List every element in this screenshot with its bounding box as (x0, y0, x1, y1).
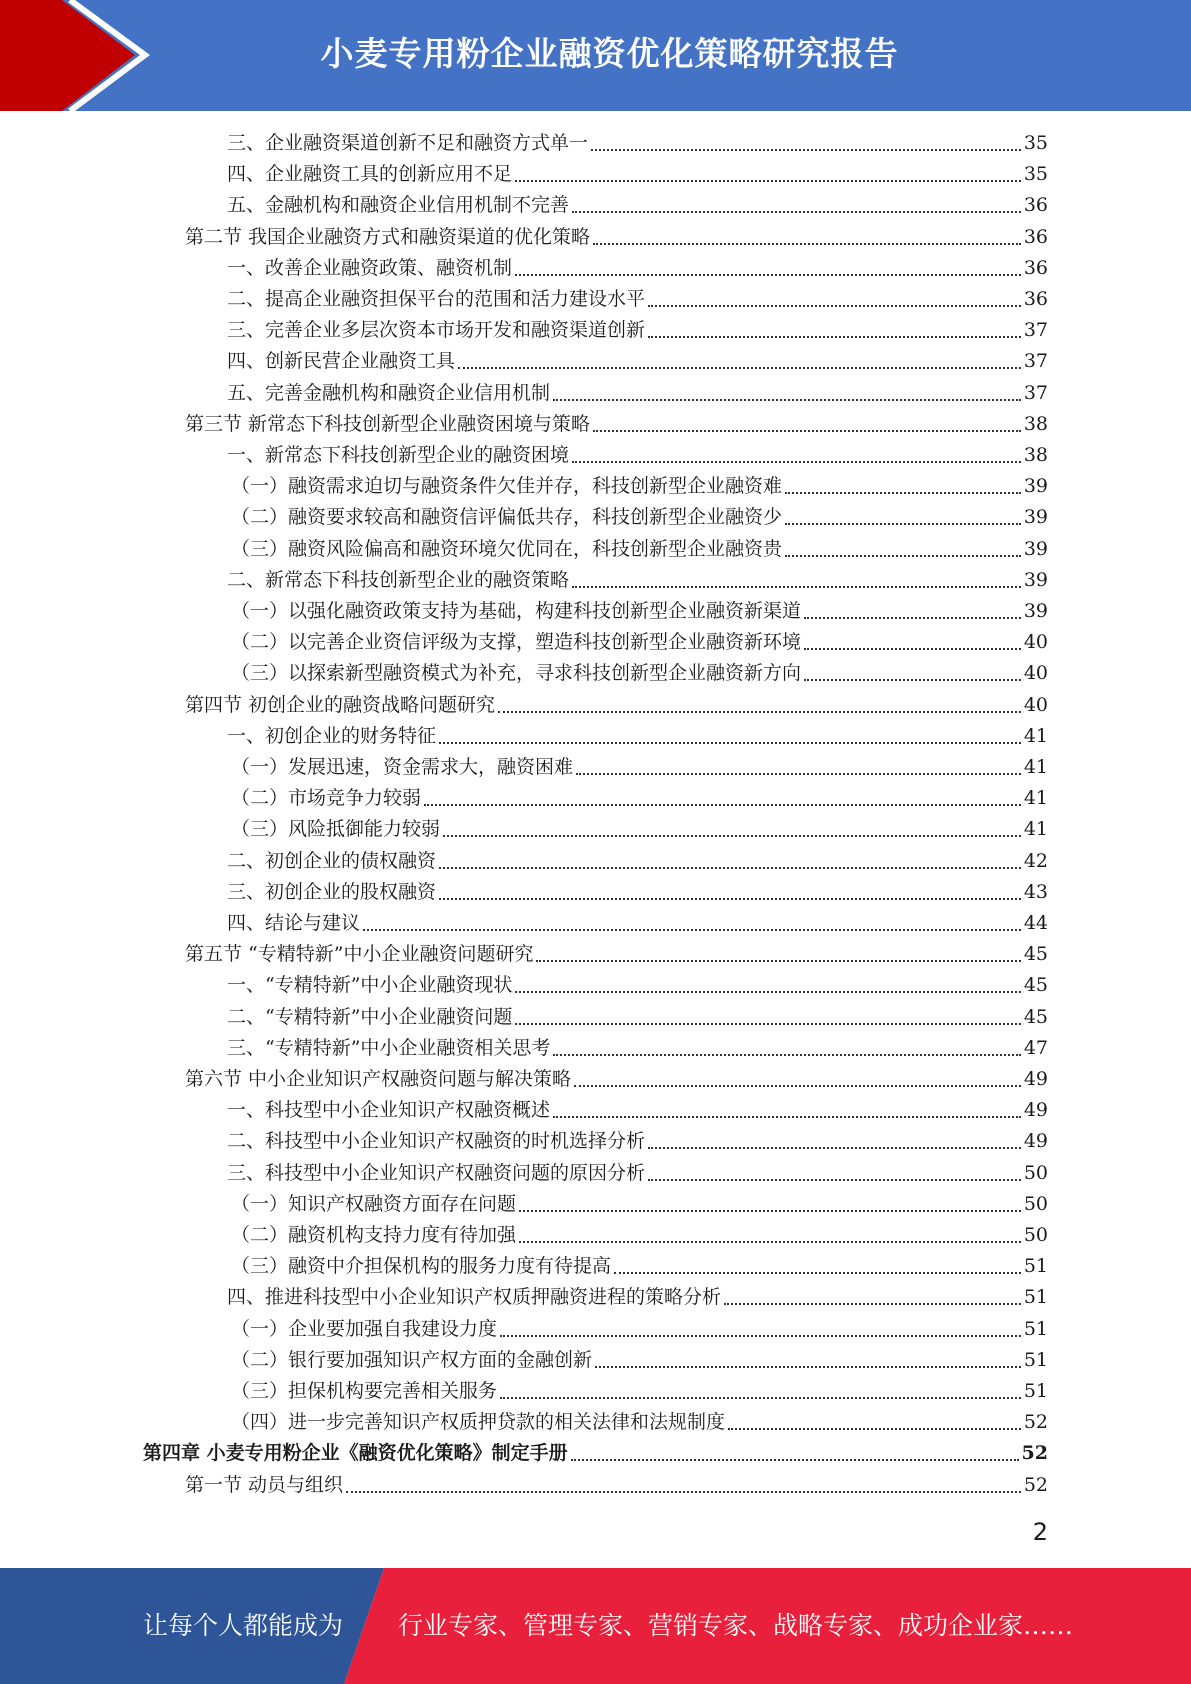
toc-entry-page: 38 (1023, 444, 1048, 466)
toc-dot-leader (574, 1085, 1021, 1087)
toc-dot-leader (804, 617, 1021, 619)
toc-dot-leader (648, 336, 1021, 338)
toc-entry-page: 51 (1023, 1380, 1048, 1402)
toc-entry[interactable] (231, 1251, 1048, 1282)
toc-entry-page: 43 (1023, 880, 1048, 903)
toc-entry-page: 50 (1023, 1192, 1048, 1215)
toc-entry[interactable] (185, 1470, 1048, 1501)
toc-entry[interactable] (227, 846, 1048, 877)
toc-dot-leader (785, 555, 1021, 557)
toc-entry[interactable] (227, 565, 1048, 596)
toc-dot-leader (439, 867, 1021, 869)
toc-entry-page: 47 (1023, 1036, 1048, 1059)
toc-dot-leader (553, 399, 1021, 401)
toc-entry-page: 52 (1023, 1411, 1048, 1434)
footer-slogan-left: 让每个人都能成为 (143, 1611, 344, 1640)
toc-dot-leader (648, 1147, 1021, 1149)
toc-entry[interactable] (227, 1282, 1048, 1313)
page-footer (0, 1568, 1191, 1684)
toc-entry-label: 三、科技型中小企业知识产权融资问题的原因分析 (227, 1161, 646, 1184)
toc-dot-leader (553, 1116, 1021, 1118)
toc-entry-page: 41 (1023, 787, 1048, 810)
toc-entry-page: 44 (1023, 912, 1048, 934)
toc-dot-leader (648, 1179, 1021, 1181)
toc-entry-label: （二）市场竞争力较弱 (231, 787, 422, 810)
toc-entry[interactable] (231, 1220, 1048, 1251)
toc-entry-page: 40 (1023, 693, 1048, 716)
toc-entry[interactable] (231, 1314, 1048, 1345)
toc-dot-leader (553, 1054, 1020, 1056)
toc-dot-leader (424, 804, 1021, 806)
toc-entry-page: 49 (1023, 1099, 1048, 1122)
toc-entry[interactable] (185, 409, 1048, 440)
toc-entry-page: 40 (1023, 662, 1048, 685)
toc-entry-page: 49 (1023, 1130, 1048, 1153)
page-number: 2 (1032, 1518, 1048, 1546)
toc-entry[interactable] (227, 970, 1048, 1001)
toc-entry-label: 二、提高企业融资担保平台的范围和活力建设水平 (227, 288, 646, 310)
toc-entry-label: 二、“专精特新”中小企业融资问题 (227, 1005, 513, 1028)
toc-entry-label: （一）融资需求迫切与融资条件欠佳并存，科技创新型企业融资难 (231, 475, 783, 498)
toc-entry-page: 45 (1023, 943, 1048, 966)
toc-entry[interactable] (227, 128, 1048, 159)
toc-entry-page: 41 (1023, 724, 1048, 747)
toc-entry-label: 一、改善企业融资政策、融资机制 (227, 256, 513, 279)
toc-entry-page: 42 (1023, 849, 1048, 872)
toc-dot-leader (439, 742, 1021, 744)
toc-entry[interactable] (227, 440, 1048, 471)
toc-entry-label: 第三节 新常态下科技创新型企业融资困境与策略 (185, 412, 591, 435)
toc-entry-label: 第四章 小麦专用粉企业《融资优化策略》制定手册 (143, 1442, 568, 1465)
toc-entry[interactable] (227, 346, 1048, 377)
toc-entry-page: 51 (1023, 1317, 1048, 1340)
toc-entry[interactable] (227, 1002, 1048, 1033)
toc-dot-leader (443, 835, 1021, 837)
toc-entry[interactable] (185, 939, 1048, 970)
toc-dot-leader (785, 523, 1021, 525)
toc-dot-leader (572, 211, 1021, 213)
toc-entry-label: 第五节 “专精特新”中小企业融资问题研究 (185, 943, 534, 966)
toc-dot-leader (515, 1023, 1020, 1025)
toc-dot-leader (439, 898, 1021, 900)
toc-entry[interactable] (231, 534, 1048, 565)
toc-entry[interactable] (143, 1438, 1048, 1469)
toc-entry-page: 50 (1023, 1224, 1048, 1246)
toc-entry-label: 四、创新民营企业融资工具 (227, 350, 456, 373)
toc-entry[interactable] (231, 502, 1048, 533)
toc-entry[interactable] (227, 1095, 1048, 1126)
toc-dot-leader (576, 773, 1021, 775)
toc-dot-leader (519, 1241, 1021, 1243)
toc-entry-label: 四、企业融资工具的创新应用不足 (227, 163, 513, 186)
toc-entry[interactable] (227, 190, 1048, 221)
toc-entry[interactable] (185, 690, 1048, 721)
toc-entry[interactable] (231, 1376, 1048, 1407)
toc-entry[interactable] (231, 471, 1048, 502)
toc-dot-leader (804, 679, 1021, 681)
toc-entry-page: 51 (1023, 1255, 1048, 1278)
toc-dot-leader (500, 1335, 1021, 1337)
toc-entry-page: 45 (1023, 1005, 1048, 1028)
toc-entry-label: 三、完善企业多层次资本市场开发和融资渠道创新 (227, 319, 646, 342)
toc-dot-leader (804, 648, 1021, 650)
toc-entry-label: （三）融资中介担保机构的服务力度有待提高 (231, 1255, 612, 1278)
toc-entry-label: （三）以探索新型融资模式为补充，寻求科技创新型企业融资新方向 (231, 662, 802, 685)
toc-entry[interactable] (231, 1189, 1048, 1220)
page-header (0, 0, 1191, 111)
toc-entry-label: 一、“专精特新”中小企业融资现状 (227, 974, 513, 997)
toc-entry[interactable] (227, 159, 1048, 190)
toc-entry-label: （四）进一步完善知识产权质押贷款的相关法律和法规制度 (231, 1411, 726, 1434)
toc-entry[interactable] (227, 908, 1048, 939)
toc-entry-label: （二）融资要求较高和融资信评偏低共存，科技创新型企业融资少 (231, 506, 783, 529)
toc-entry[interactable] (231, 627, 1048, 658)
toc-entry-page: 36 (1023, 225, 1048, 248)
toc-entry-label: （三）融资风险偏高和融资环境欠优同在，科技创新型企业融资贵 (231, 537, 783, 560)
toc-entry-page: 39 (1023, 475, 1048, 498)
toc-entry[interactable] (227, 721, 1048, 752)
toc-entry[interactable] (227, 1158, 1048, 1189)
toc-entry-page: 36 (1023, 194, 1048, 217)
toc-dot-leader (724, 1303, 1021, 1305)
toc-entry-label: 一、初创企业的财务特征 (227, 724, 437, 747)
toc-dot-leader (515, 274, 1021, 276)
toc-entry-page: 41 (1023, 756, 1048, 778)
toc-entry[interactable] (231, 783, 1048, 814)
toc-dot-leader (519, 1210, 1021, 1212)
toc-entry-page: 45 (1023, 974, 1048, 997)
toc-entry-label: （一）以强化融资政策支持为基础，构建科技创新型企业融资新渠道 (231, 600, 802, 622)
toc-entry[interactable] (185, 222, 1048, 253)
toc-entry-label: 第六节 中小企业知识产权融资问题与解决策略 (185, 1068, 572, 1090)
toc-entry[interactable] (227, 315, 1048, 346)
toc-entry-label: （三）担保机构要完善相关服务 (231, 1380, 498, 1402)
toc-entry-page: 35 (1023, 132, 1048, 154)
toc-entry-label: 四、结论与建议 (227, 912, 361, 934)
toc-entry-page: 41 (1023, 818, 1048, 841)
toc-entry[interactable] (227, 378, 1048, 409)
toc-dot-leader (346, 1491, 1021, 1493)
toc-entry[interactable] (227, 877, 1048, 908)
toc-entry-page: 39 (1023, 568, 1048, 591)
toc-entry-label: （三）风险抵御能力较弱 (231, 818, 441, 841)
toc-entry-label: （二）银行要加强知识产权方面的金融创新 (231, 1348, 593, 1371)
toc-entry-page: 39 (1023, 537, 1048, 560)
toc-entry-page: 37 (1023, 350, 1048, 373)
toc-entry-label: （一）企业要加强自我建设力度 (231, 1317, 498, 1340)
toc-dot-leader (648, 305, 1021, 307)
toc-entry[interactable] (227, 284, 1048, 315)
toc-dot-leader (500, 1397, 1021, 1399)
toc-entry-page: 37 (1023, 319, 1048, 342)
toc-entry-page: 51 (1023, 1348, 1048, 1371)
toc-entry-label: 三、“专精特新”中小企业融资相关思考 (227, 1036, 551, 1059)
toc-entry-label: （一）发展迅速，资金需求大，融资困难 (231, 756, 574, 778)
toc-entry-label: 第一节 动员与组织 (185, 1473, 344, 1496)
toc-dot-leader (515, 180, 1021, 182)
footer-slogan-right: 行业专家、管理专家、营销专家、战略专家、成功企业家…… (398, 1611, 1074, 1640)
toc-entry-page: 50 (1023, 1161, 1048, 1184)
toc-dot-leader (572, 461, 1021, 463)
toc-entry-page: 38 (1023, 412, 1048, 435)
toc-entry-label: 二、初创企业的债权融资 (227, 849, 437, 872)
toc-entry[interactable] (231, 658, 1048, 689)
toc-entry-page: 39 (1023, 506, 1048, 529)
toc-dot-leader (571, 1459, 1019, 1461)
toc-entry[interactable] (185, 1064, 1048, 1095)
toc-entry-label: （一）知识产权融资方面存在问题 (231, 1192, 517, 1215)
toc-entry-page: 35 (1023, 163, 1048, 186)
toc-dot-leader (536, 960, 1020, 962)
toc-entry-label: 三、初创企业的股权融资 (227, 880, 437, 903)
toc-entry[interactable] (227, 1033, 1048, 1064)
toc-dot-leader (728, 1428, 1021, 1430)
toc-entry-label: 四、推进科技型中小企业知识产权质押融资进程的策略分析 (227, 1286, 722, 1309)
toc-entry-page: 52 (1021, 1442, 1048, 1465)
toc-dot-leader (363, 929, 1021, 931)
toc-entry-page: 52 (1023, 1473, 1048, 1496)
toc-entry-page: 36 (1023, 288, 1048, 310)
toc-entry[interactable] (231, 1407, 1048, 1438)
toc-entry-page: 51 (1023, 1286, 1048, 1309)
toc-entry-page: 37 (1023, 381, 1048, 404)
toc-entry-page: 36 (1023, 256, 1048, 279)
toc-entry-label: 五、金融机构和融资企业信用机制不完善 (227, 194, 570, 217)
toc-entry-page: 39 (1023, 600, 1048, 622)
toc-entry[interactable] (231, 596, 1048, 627)
toc-entry-label: （二）以完善企业资信评级为支撑，塑造科技创新型企业融资新环境 (231, 631, 802, 654)
toc-entry[interactable] (231, 814, 1048, 845)
toc-dot-leader (593, 430, 1021, 432)
toc-entry-page: 49 (1023, 1068, 1048, 1090)
toc-entry-label: 二、科技型中小企业知识产权融资的时机选择分析 (227, 1130, 646, 1153)
toc-entry[interactable] (231, 752, 1048, 783)
toc-dot-leader (515, 991, 1020, 993)
toc-dot-leader (572, 586, 1021, 588)
toc-dot-leader (595, 1366, 1021, 1368)
toc-entry-label: 第二节 我国企业融资方式和融资渠道的优化策略 (185, 225, 591, 248)
toc-entry-label: 一、新常态下科技创新型企业的融资困境 (227, 444, 570, 466)
toc-entry-label: （二）融资机构支持力度有待加强 (231, 1224, 517, 1246)
document-title: 小麦专用粉企业融资优化策略研究报告 (320, 34, 899, 73)
toc-entry-page: 40 (1023, 631, 1048, 654)
toc-dot-leader (591, 149, 1021, 151)
toc-entry-label: 三、企业融资渠道创新不足和融资方式单一 (227, 132, 589, 154)
toc-dot-leader (785, 492, 1021, 494)
toc-entry[interactable] (227, 253, 1048, 284)
toc-dot-leader (498, 711, 1021, 713)
toc-entry[interactable] (231, 1345, 1048, 1376)
toc-dot-leader (593, 243, 1021, 245)
toc-entry-label: 五、完善金融机构和融资企业信用机制 (227, 381, 551, 404)
toc-dot-leader (614, 1272, 1021, 1274)
toc-entry-label: 一、科技型中小企业知识产权融资概述 (227, 1099, 551, 1122)
toc-entry[interactable] (227, 1126, 1048, 1157)
toc-dot-leader (458, 367, 1021, 369)
toc-entry-label: 二、新常态下科技创新型企业的融资策略 (227, 568, 570, 591)
toc-entry-label: 第四节 初创企业的融资战略问题研究 (185, 693, 496, 716)
